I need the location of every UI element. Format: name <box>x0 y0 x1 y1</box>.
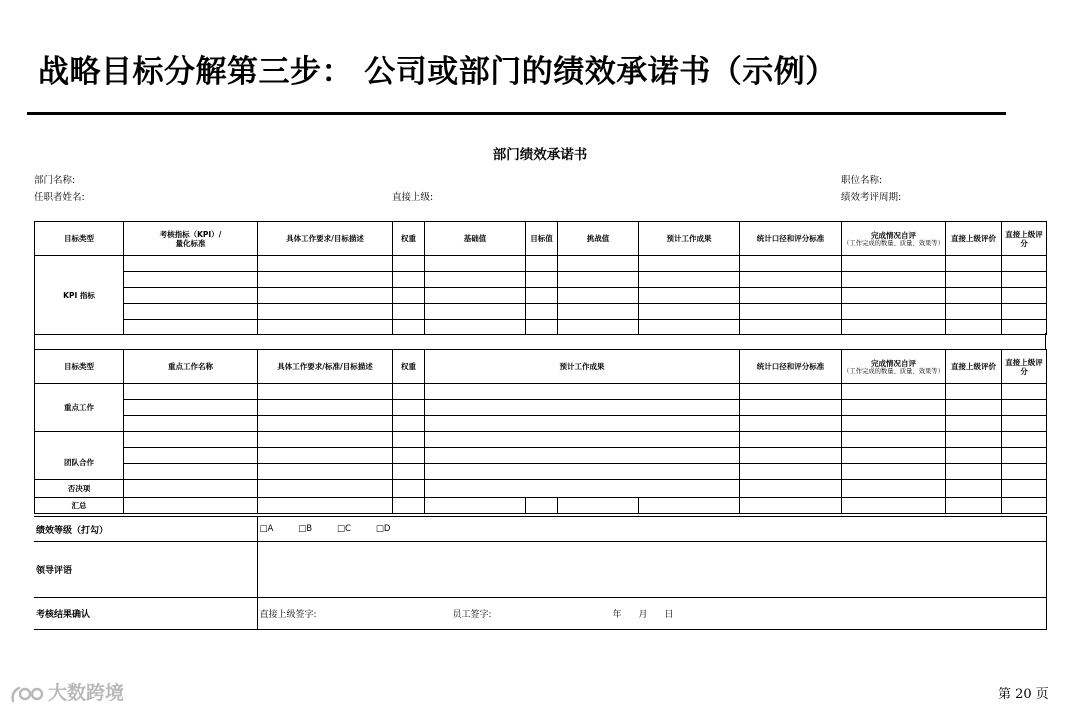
key-cell[interactable] <box>393 400 425 416</box>
kpi-cell[interactable] <box>842 304 946 320</box>
key-cell[interactable] <box>258 384 393 400</box>
key-cell[interactable] <box>842 480 946 498</box>
summary-cell[interactable] <box>639 498 740 514</box>
key-header-target-type: 目标类型 <box>35 350 124 384</box>
kpi-cell[interactable] <box>740 304 842 320</box>
key-cell[interactable] <box>124 432 258 448</box>
kpi-cell[interactable] <box>946 256 1002 272</box>
key-cell[interactable] <box>393 464 425 480</box>
key-cell[interactable] <box>258 416 393 432</box>
title-divider <box>27 112 1006 115</box>
key-cell[interactable] <box>425 432 740 448</box>
kpi-cell[interactable] <box>526 304 558 320</box>
kpi-cell[interactable] <box>258 256 393 272</box>
month-label: 月 <box>638 610 648 620</box>
key-cell[interactable] <box>393 432 425 448</box>
grade-option-d[interactable]: □D <box>375 524 391 534</box>
kpi-cell[interactable] <box>639 256 740 272</box>
day-label: 日 <box>664 610 674 620</box>
key-cell[interactable] <box>258 432 393 448</box>
kpi-header-target-type: 目标类型 <box>35 222 124 256</box>
dept-name-label: 部门名称: <box>34 175 76 186</box>
key-cell[interactable] <box>740 400 842 416</box>
confirm-label: 考核结果确认 <box>34 598 257 630</box>
key-cell[interactable] <box>1002 448 1047 464</box>
key-cell[interactable] <box>425 400 740 416</box>
kpi-cell[interactable] <box>425 256 526 272</box>
kpi-header-supervisor-eval: 直接上级评价 <box>946 222 1002 256</box>
kpi-cell[interactable] <box>1002 272 1047 288</box>
kpi-cell[interactable] <box>1002 256 1047 272</box>
kpi-cell[interactable] <box>558 272 639 288</box>
kpi-cell[interactable] <box>425 272 526 288</box>
kpi-header-expected-results: 预计工作成果 <box>639 222 740 256</box>
kpi-cell[interactable] <box>393 272 425 288</box>
key-header-scoring: 统计口径和评分标准 <box>740 350 842 384</box>
kpi-header-target: 目标值 <box>526 222 558 256</box>
kpi-cell[interactable] <box>526 256 558 272</box>
key-cell[interactable] <box>425 448 740 464</box>
key-cell[interactable] <box>1002 464 1047 480</box>
kpi-cell[interactable] <box>842 272 946 288</box>
key-cell[interactable] <box>258 480 393 498</box>
kpi-cell[interactable] <box>740 256 842 272</box>
key-cell[interactable] <box>258 464 393 480</box>
key-cell[interactable] <box>1002 400 1047 416</box>
summary-cell[interactable] <box>740 498 842 514</box>
key-category-key-work: 重点工作 <box>35 384 124 432</box>
kpi-header-self-eval <box>842 222 946 256</box>
key-cell[interactable] <box>740 448 842 464</box>
direct-supervisor-label: 直接上级: <box>392 192 434 203</box>
kpi-header-indicator <box>124 222 258 256</box>
kpi-header-indicator-line1: 考核指标（KPI）/ <box>159 229 222 239</box>
kpi-header-scoring: 统计口径和评分标准 <box>740 222 842 256</box>
key-cell[interactable] <box>842 464 946 480</box>
key-header-self-eval-note: （工作完成的数量、质量、效果等） <box>843 367 944 375</box>
kpi-cell[interactable] <box>946 272 1002 288</box>
key-cell[interactable] <box>946 384 1002 400</box>
kpi-cell[interactable] <box>124 256 258 272</box>
year-label: 年 <box>612 610 622 620</box>
kpi-cell[interactable] <box>842 256 946 272</box>
key-work-table <box>34 349 1047 514</box>
kpi-cell[interactable] <box>740 288 842 304</box>
key-cell[interactable] <box>946 480 1002 498</box>
leader-comment-label: 领导评语 <box>34 542 257 598</box>
key-cell[interactable] <box>258 448 393 464</box>
key-cell[interactable] <box>393 416 425 432</box>
key-header-supervisor-score: 直接上级评分 <box>1002 350 1047 384</box>
key-cell[interactable] <box>425 480 740 498</box>
kpi-cell[interactable] <box>393 288 425 304</box>
key-cell[interactable] <box>124 384 258 400</box>
key-cell[interactable] <box>258 400 393 416</box>
summary-cell[interactable] <box>258 498 393 514</box>
kpi-cell[interactable] <box>425 288 526 304</box>
key-cell[interactable] <box>393 448 425 464</box>
summary-cell[interactable] <box>946 498 1002 514</box>
key-header-work-name: 重点工作名称 <box>124 350 258 384</box>
kpi-header-supervisor-score: 直接上级评分 <box>1002 222 1047 256</box>
key-cell[interactable] <box>946 400 1002 416</box>
brand-logo <box>10 678 124 705</box>
kpi-cell[interactable] <box>639 272 740 288</box>
key-cell[interactable] <box>842 432 946 448</box>
key-cell[interactable] <box>124 400 258 416</box>
summary-cell[interactable] <box>1002 498 1047 514</box>
brand-name: 大数跨境 <box>48 682 125 704</box>
grade-option-c[interactable]: □C <box>336 524 351 534</box>
key-cell[interactable] <box>842 384 946 400</box>
key-category-teamwork: 团队合作 <box>35 432 124 480</box>
key-header-weight: 权重 <box>393 350 425 384</box>
grade-label: 绩效等级（打勾） <box>34 517 257 542</box>
kpi-cell[interactable] <box>124 288 258 304</box>
kpi-cell[interactable] <box>124 272 258 288</box>
kpi-cell[interactable] <box>558 256 639 272</box>
signature-cell <box>257 598 1046 630</box>
key-category-veto: 否决项 <box>35 480 124 498</box>
key-cell[interactable] <box>425 416 740 432</box>
employee-name-label: 任职者姓名: <box>34 192 85 203</box>
key-cell[interactable] <box>393 384 425 400</box>
kpi-cell[interactable] <box>946 304 1002 320</box>
kpi-cell[interactable] <box>946 288 1002 304</box>
kpi-header-weight: 权重 <box>393 222 425 256</box>
key-cell[interactable] <box>124 448 258 464</box>
kpi-cell[interactable] <box>393 256 425 272</box>
page-number: 第 20 页 <box>998 687 1049 702</box>
key-header-expected-results: 预计工作成果 <box>425 350 740 384</box>
key-cell[interactable] <box>740 416 842 432</box>
key-cell[interactable] <box>842 448 946 464</box>
key-header-supervisor-eval: 直接上级评价 <box>946 350 1002 384</box>
position-name-label: 职位名称: <box>841 175 883 186</box>
key-cell[interactable] <box>124 464 258 480</box>
grade-option-b[interactable]: □B <box>298 524 313 534</box>
table-spacer <box>34 333 1046 349</box>
kpi-header-challenge: 挑战值 <box>558 222 639 256</box>
review-summary-table <box>34 516 1047 630</box>
key-cell[interactable] <box>124 416 258 432</box>
review-period-label: 绩效考评周期: <box>841 192 902 203</box>
key-cell[interactable] <box>1002 416 1047 432</box>
kpi-header-base: 基础值 <box>425 222 526 256</box>
kpi-cell[interactable] <box>258 288 393 304</box>
key-header-self-eval-main: 完成情况自评 <box>871 358 916 368</box>
key-header-requirements: 具体工作要求/标准/目标描述 <box>258 350 393 384</box>
summary-cell[interactable] <box>425 498 526 514</box>
kpi-header-self-eval-main: 完成情况自评 <box>871 230 916 240</box>
kpi-cell[interactable] <box>1002 304 1047 320</box>
key-cell[interactable] <box>425 384 740 400</box>
kpi-header-indicator-line2: 量化标准 <box>175 238 206 248</box>
key-cell[interactable] <box>1002 384 1047 400</box>
kpi-category-cell: KPI 指标 <box>35 256 124 335</box>
kpi-cell[interactable] <box>393 304 425 320</box>
summary-cell[interactable] <box>842 498 946 514</box>
kpi-cell[interactable] <box>425 304 526 320</box>
kpi-cell[interactable] <box>639 288 740 304</box>
key-cell[interactable] <box>842 416 946 432</box>
key-header-self-eval <box>842 350 946 384</box>
supervisor-sign-label: 直接上级签字: <box>259 610 317 620</box>
grade-options <box>257 517 1046 542</box>
kpi-cell[interactable] <box>124 304 258 320</box>
summary-cell[interactable] <box>124 498 258 514</box>
kpi-header-requirements: 具体工作要求/目标描述 <box>258 222 393 256</box>
kpi-cell[interactable] <box>258 304 393 320</box>
key-category-summary: 汇总 <box>35 498 124 514</box>
key-cell[interactable] <box>740 480 842 498</box>
key-cell[interactable] <box>740 384 842 400</box>
brand-logo-icon <box>10 684 48 704</box>
key-cell[interactable] <box>124 480 258 498</box>
key-cell[interactable] <box>842 400 946 416</box>
kpi-cell[interactable] <box>558 304 639 320</box>
slide-title: 战略目标分解第三步： 公司或部门的绩效承诺书（示例） <box>38 54 837 90</box>
leader-comment-field[interactable] <box>257 542 1046 598</box>
kpi-cell[interactable] <box>1002 288 1047 304</box>
kpi-cell[interactable] <box>842 288 946 304</box>
kpi-cell[interactable] <box>258 272 393 288</box>
key-cell[interactable] <box>740 464 842 480</box>
key-cell[interactable] <box>946 448 1002 464</box>
kpi-table <box>34 221 1047 335</box>
form-title: 部门绩效承诺书 <box>492 147 588 163</box>
key-cell[interactable] <box>1002 480 1047 498</box>
kpi-cell[interactable] <box>639 304 740 320</box>
kpi-cell[interactable] <box>558 288 639 304</box>
key-cell[interactable] <box>393 480 425 498</box>
key-cell[interactable] <box>946 416 1002 432</box>
grade-option-a[interactable]: □A <box>259 524 274 534</box>
kpi-header-self-eval-note: （工作完成的数量、质量、效果等） <box>843 239 944 247</box>
summary-cell[interactable] <box>558 498 639 514</box>
kpi-cell[interactable] <box>526 288 558 304</box>
kpi-cell[interactable] <box>740 272 842 288</box>
key-cell[interactable] <box>1002 432 1047 448</box>
summary-cell[interactable] <box>393 498 425 514</box>
key-cell[interactable] <box>425 464 740 480</box>
key-cell[interactable] <box>946 464 1002 480</box>
employee-sign-label: 员工签字: <box>452 610 492 620</box>
key-cell[interactable] <box>946 432 1002 448</box>
key-cell[interactable] <box>740 432 842 448</box>
summary-cell[interactable] <box>526 498 558 514</box>
kpi-cell[interactable] <box>526 272 558 288</box>
